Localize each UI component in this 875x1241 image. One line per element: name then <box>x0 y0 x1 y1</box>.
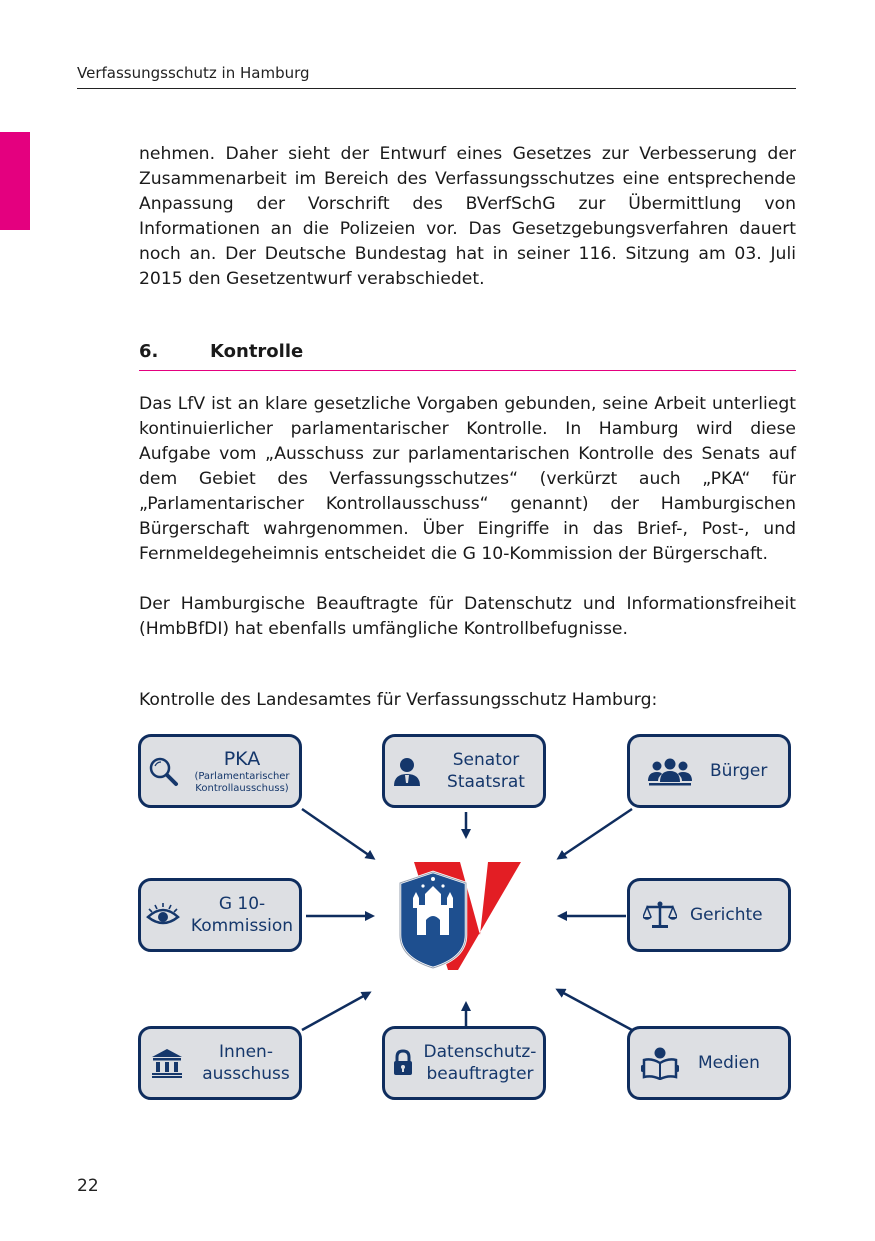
node-g10-line2: Kommission <box>190 916 294 936</box>
node-datenschutz <box>382 1026 546 1100</box>
arrow-innen <box>302 993 369 1030</box>
scales-icon <box>630 900 690 930</box>
institution-icon <box>141 1048 193 1078</box>
lfv-emblem <box>400 862 521 970</box>
node-gerichte-label: Gerichte <box>690 905 763 925</box>
node-g10-line1: G 10- <box>218 894 266 914</box>
node-buerger-label: Bürger <box>710 761 768 781</box>
page-number: 22 <box>77 1176 99 1196</box>
node-buerger <box>627 734 791 808</box>
people-group-icon <box>630 756 710 786</box>
person-icon <box>385 755 429 787</box>
node-gerichte <box>627 878 791 952</box>
node-senator <box>382 734 546 808</box>
node-datenschutz-line1: Datenschutz- <box>423 1042 537 1062</box>
node-medien <box>627 1026 791 1100</box>
node-senator-line1: Senator <box>452 750 520 770</box>
lock-icon <box>385 1049 421 1077</box>
node-pka-label: PKA <box>223 747 261 770</box>
node-g10 <box>138 878 302 952</box>
section-number: 6. <box>139 341 159 362</box>
node-senator-line2: Staatsrat <box>447 772 525 792</box>
arrow-pka <box>302 809 373 858</box>
node-innenausschuss <box>138 1026 302 1100</box>
node-innen-line1: Innen- <box>219 1042 273 1062</box>
arrow-medien <box>558 990 632 1030</box>
magnifier-icon <box>141 755 185 787</box>
node-innen-line2: ausschuss <box>202 1064 290 1084</box>
reader-icon <box>630 1046 690 1080</box>
running-header: Verfassungsschutz in Hamburg <box>77 64 310 82</box>
paragraph-3: Der Hamburgische Beauftragte für Datenschutz und Informationsfreiheit (HmbBfDI) hat ebenfalls umfängliche Kontrollbefugnisse. <box>139 594 796 639</box>
node-datenschutz-line2: beauftragter <box>426 1064 534 1084</box>
node-pka-sublabel: (Parlamentarischer Kontrollausschuss) <box>194 770 290 794</box>
diagram-caption: Kontrolle des Landesamtes für Verfassungsschutz Hamburg: <box>139 690 658 710</box>
paragraph-2: Das LfV ist an klare gesetzliche Vorgaben gebunden, seine Arbeit unterliegt kontinuierlicher parlamentarischer Kontrolle. In Hamburg wird diese Aufgabe vom „Ausschuss zur parlamentarischen Kontrolle des Senats auf dem Gebiet des Verfassungsschutzes“ (verkürzt auch „PKA“ für „Parlamentarischer Kontrollausschuss“ genannt) der Hamburgischen Bürgerschaft wahrgenommen. Über Eingriffe in das Brief-, Post-, und Fernmeldegeheimnis entscheidet die G 10-Kommission der Bürgerschaft. <box>139 394 796 564</box>
arrow-buerger <box>559 809 632 858</box>
paragraph-1: nehmen. Daher sieht der Entwurf eines Gesetzes zur Verbesserung der Zusammenarbeit im Bereich des Verfassungsschutzes eine entsprechende Anpassung der Vorschrift des BVerfSchG zur Übermittlung von Informationen an die Polizeien vor. Das Gesetzgebungsverfahren dauert noch an. Der Deutsche Bundestag hat in seiner 116. Sitzung am 03. Juli 2015 den Gesetzentwurf verabschiedet. <box>139 144 796 289</box>
node-pka <box>138 734 302 808</box>
node-medien-label: Medien <box>698 1053 760 1073</box>
section-title: Kontrolle <box>210 341 304 362</box>
eye-icon <box>141 902 185 928</box>
